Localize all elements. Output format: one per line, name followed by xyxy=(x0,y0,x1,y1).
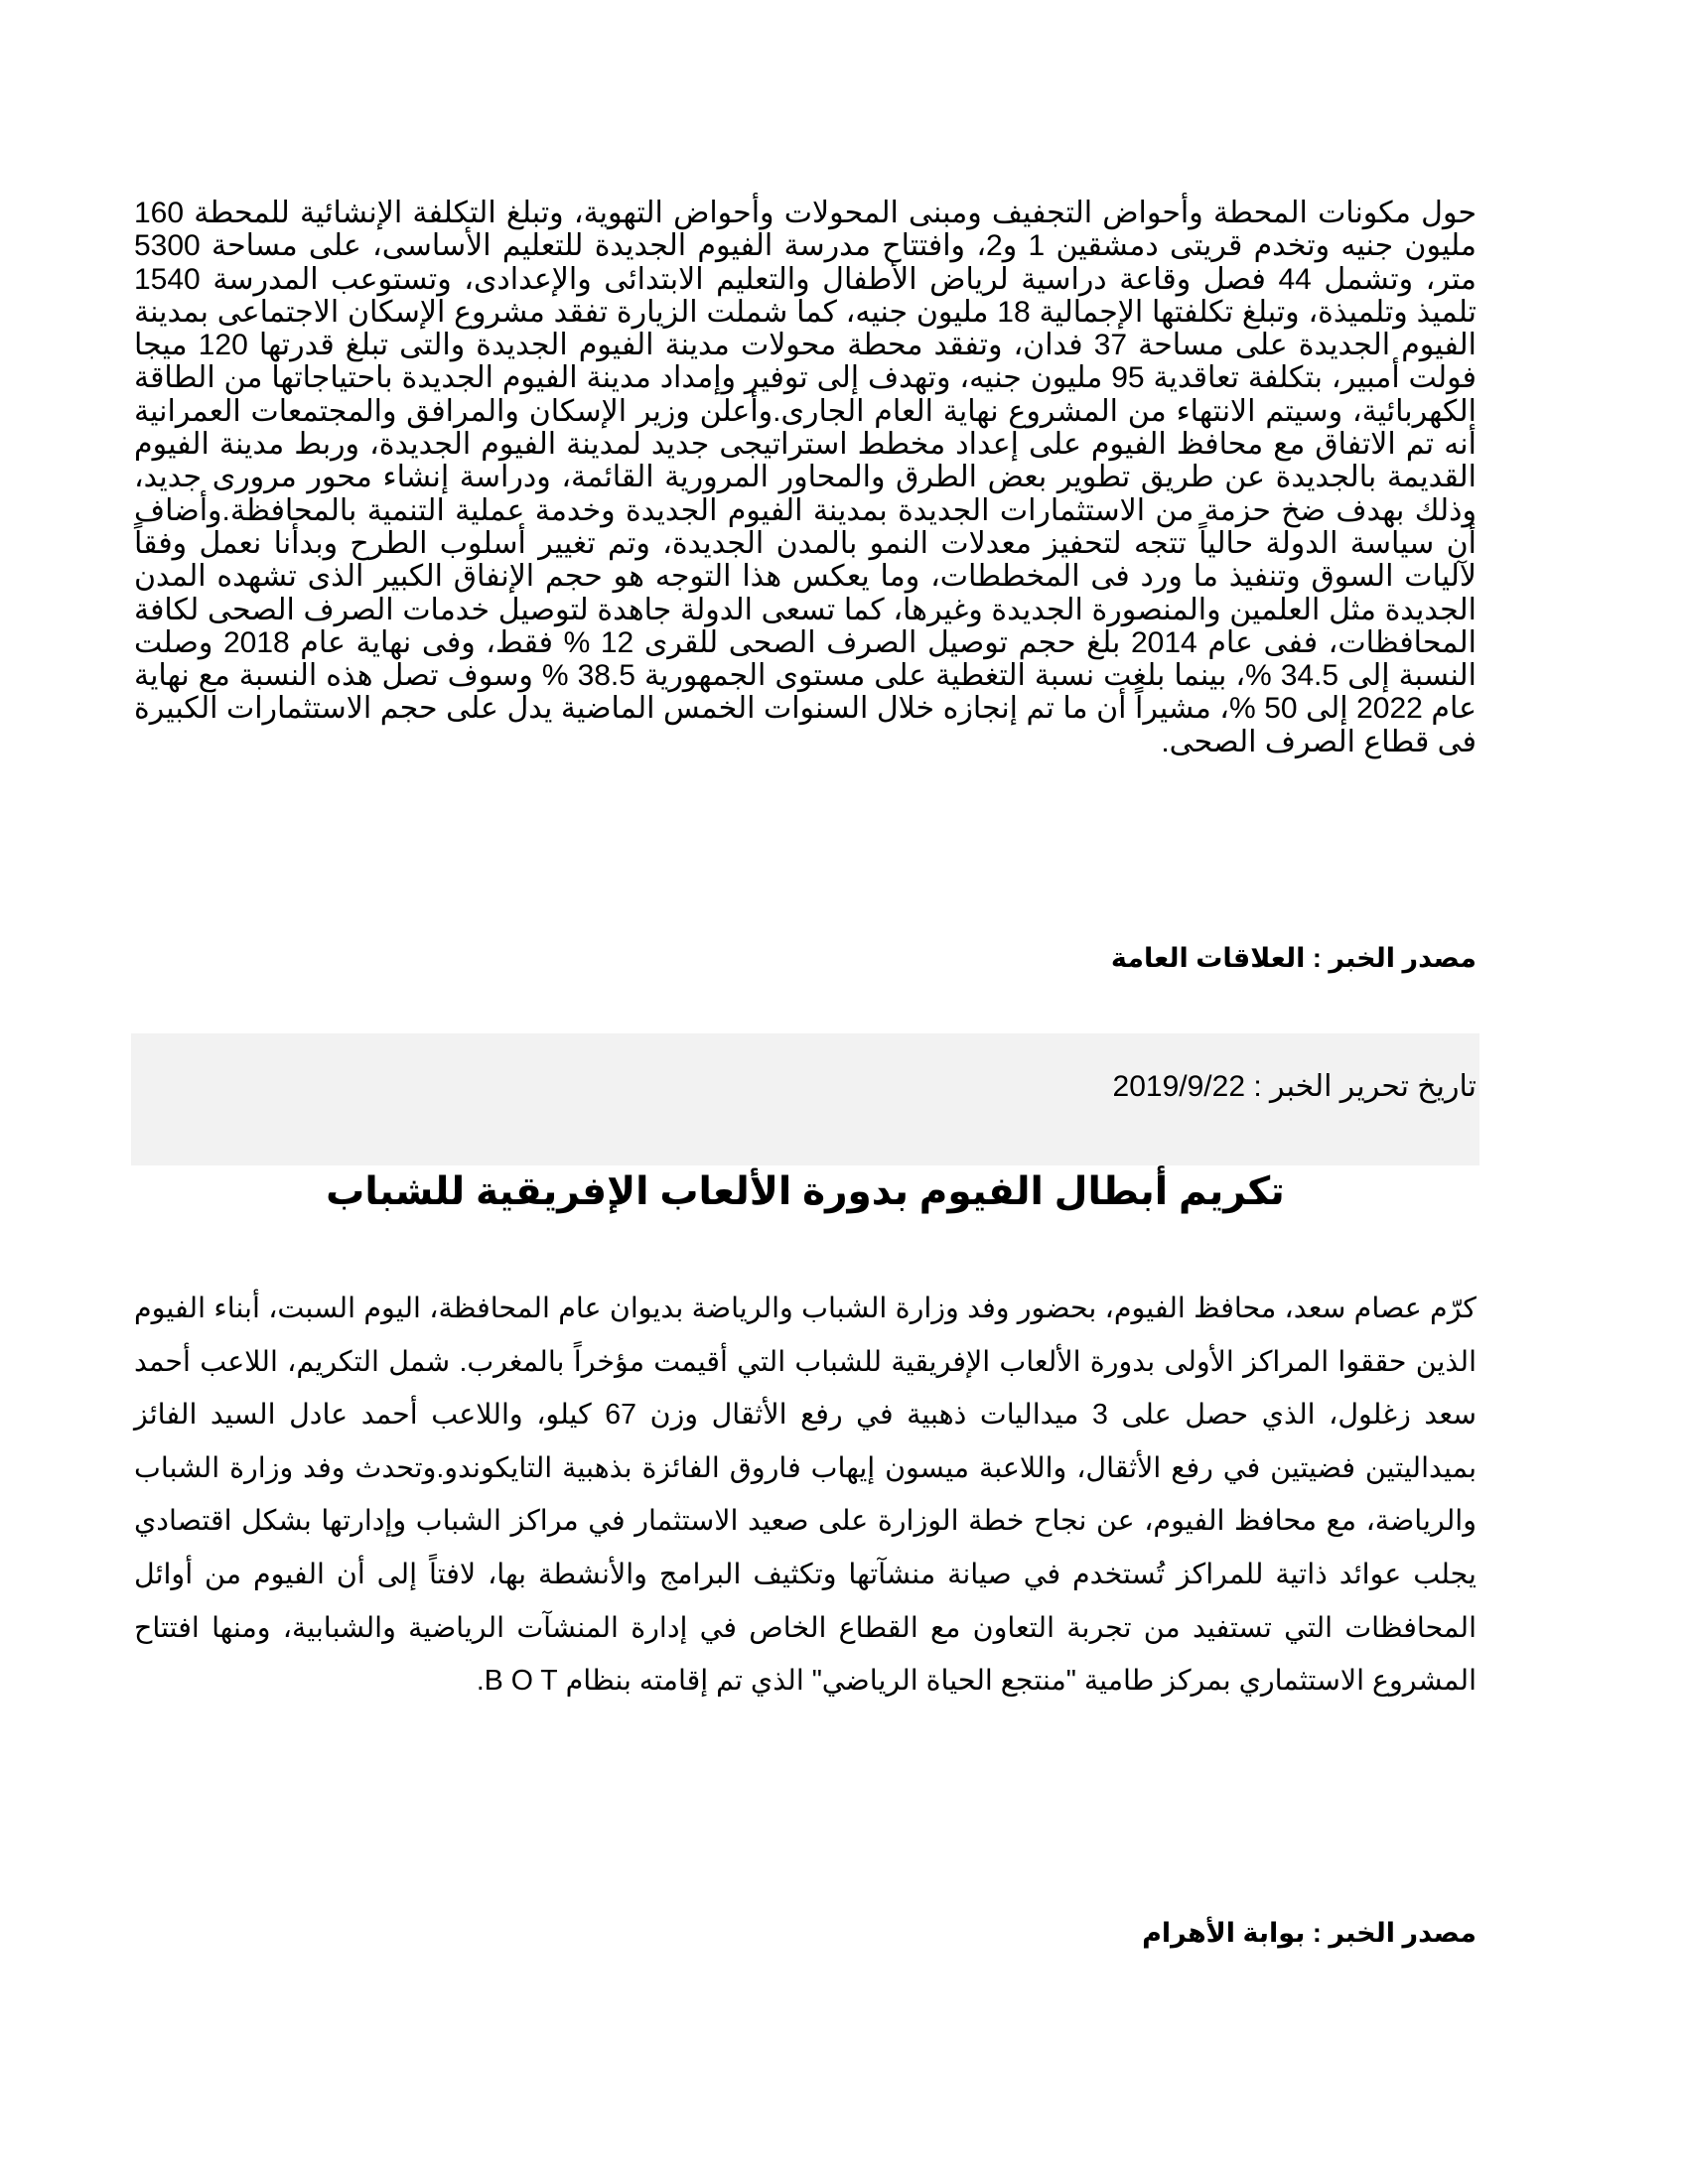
article-2-source: مصدر الخبر : بوابة الأهرام xyxy=(1142,1918,1477,1948)
article-2-body: كرّم عصام سعد، محافظ الفيوم، بحضور وفد وزارة الشباب والرياضة بديوان عام المحافظة، اليوم السبت، أبناء الفيوم الذين حققوا المراكز الأولى بدورة الألعاب الإفريقية للشباب التي أقيمت مؤخراً بالمغرب. شمل التكريم، اللاعب أحمد سعد زغلول، الذي حصل على 3 ميداليات ذهبية في رفع الأثقال وزن 67 كيلو، واللاعب أحمد عادل السيد الفائز بميداليتين فضيتين في رفع الأثقال، واللاعبة ميسون إيهاب فاروق الفائزة بذهبية التايكوندو.وتحدث وفد وزارة الشباب والرياضة، مع محافظ الفيوم، عن نجاح خطة الوزارة على صعيد الاستثمار في مراكز الشباب وإدارتها بشكل اقتصادي يجلب عوائد ذاتية للمراكز تُستخدم في صيانة منشآتها وتكثيف البرامج والأنشطة بها، لافتاً إلى أن الفيوم من أوائل المحافظات التي تستفيد من تجربة التعاون مع القطاع الخاص في إدارة المنشآت الرياضية والشبابية، ومنها افتتاح المشروع الاستثماري بمركز طامية "منتجع الحياة الرياضي" الذي تم إقامته بنظام B O T. xyxy=(134,1293,1477,1698)
article-1-source: مصدر الخبر : العلاقات العامة xyxy=(1110,943,1477,973)
article-2-date: تاريخ تحرير الخبر : 2019/9/22 xyxy=(1112,1070,1477,1103)
article-2-title: تكريم أبطال الفيوم بدورة الألعاب الإفريقية للشباب xyxy=(326,1170,1285,1213)
article-1-body: حول مكونات المحطة وأحواض التجفيف ومبنى المحولات وأحواض التهوية، وتبلغ التكلفة الإنشائية للمحطة 160 مليون جنيه وتخدم قريتى دمشقين 1 و2، وافتتاح مدرسة الفيوم الجديدة للتعليم الأساسى، على مساحة 5300 متر، وتشمل 44 فصل وقاعة دراسية لرياض الأطفال والتعليم الابتدائى والإعدادى، وتستوعب المدرسة 1540 تلميذ وتلميذة، وتبلغ تكلفتها الإجمالية 18 مليون جنيه، كما شملت الزيارة تفقد مشروع الإسكان الاجتماعى بمدينة الفيوم الجديدة على مساحة 37 فدان، وتفقد محطة محولات مدينة الفيوم الجديدة والتى تبلغ قدرتها 120 ميجا فولت أمبير، بتكلفة تعاقدية 95 مليون جنيه، وتهدف إلى توفير وإمداد مدينة الفيوم الجديدة باحتياجاتها من الطاقة الكهربائية، وسيتم الانتهاء من المشروع نهاية العام الجارى.وأعلن وزير الإسكان والمرافق والمجتمعات العمرانية أنه تم الاتفاق مع محافظ الفيوم على إعداد مخطط استراتيجى جديد لمدينة الفيوم الجديدة، وربط مدينة الفيوم القديمة بالجديدة عن طريق تطوير بعض الطرق والمحاور المرورية القائمة، ودراسة إنشاء محور مرورى جديد، وذلك بهدف ضخ حزمة من الاستثمارات الجديدة بمدينة الفيوم الجديدة وخدمة عملية التنمية بالمحافظة.وأضاف أن سياسة الدولة حالياً تتجه لتحفيز معدلات النمو بالمدن الجديدة، وتم تغيير أسلوب الطرح وبدأنا نعمل وفقاً لآليات السوق وتنفيذ ما ورد فى المخططات، وما يعكس هذا التوجه هو حجم الإنفاق الكبير الذى تشهده المدن الجديدة مثل العلمين والمنصورة الجديدة وغيرها، كما تسعى الدولة جاهدة لتوصيل خدمات الصرف الصحى لكافة المحافظات، ففى عام 2014 بلغ حجم توصيل الصرف الصحى للقرى 12 % فقط، وفى نهاية عام 2018 وصلت النسبة إلى 34.5 %، بينما بلغت نسبة التغطية على مستوى الجمهورية 38.5 % وسوف تصل هذه النسبة مع نهاية عام 2022 إلى 50 %، مشيراً أن ما تم إنجازه خلال السنوات الخمس الماضية يدل على حجم الاستثمارات الكبيرة فى قطاع الصرف الصحى. xyxy=(134,197,1477,758)
